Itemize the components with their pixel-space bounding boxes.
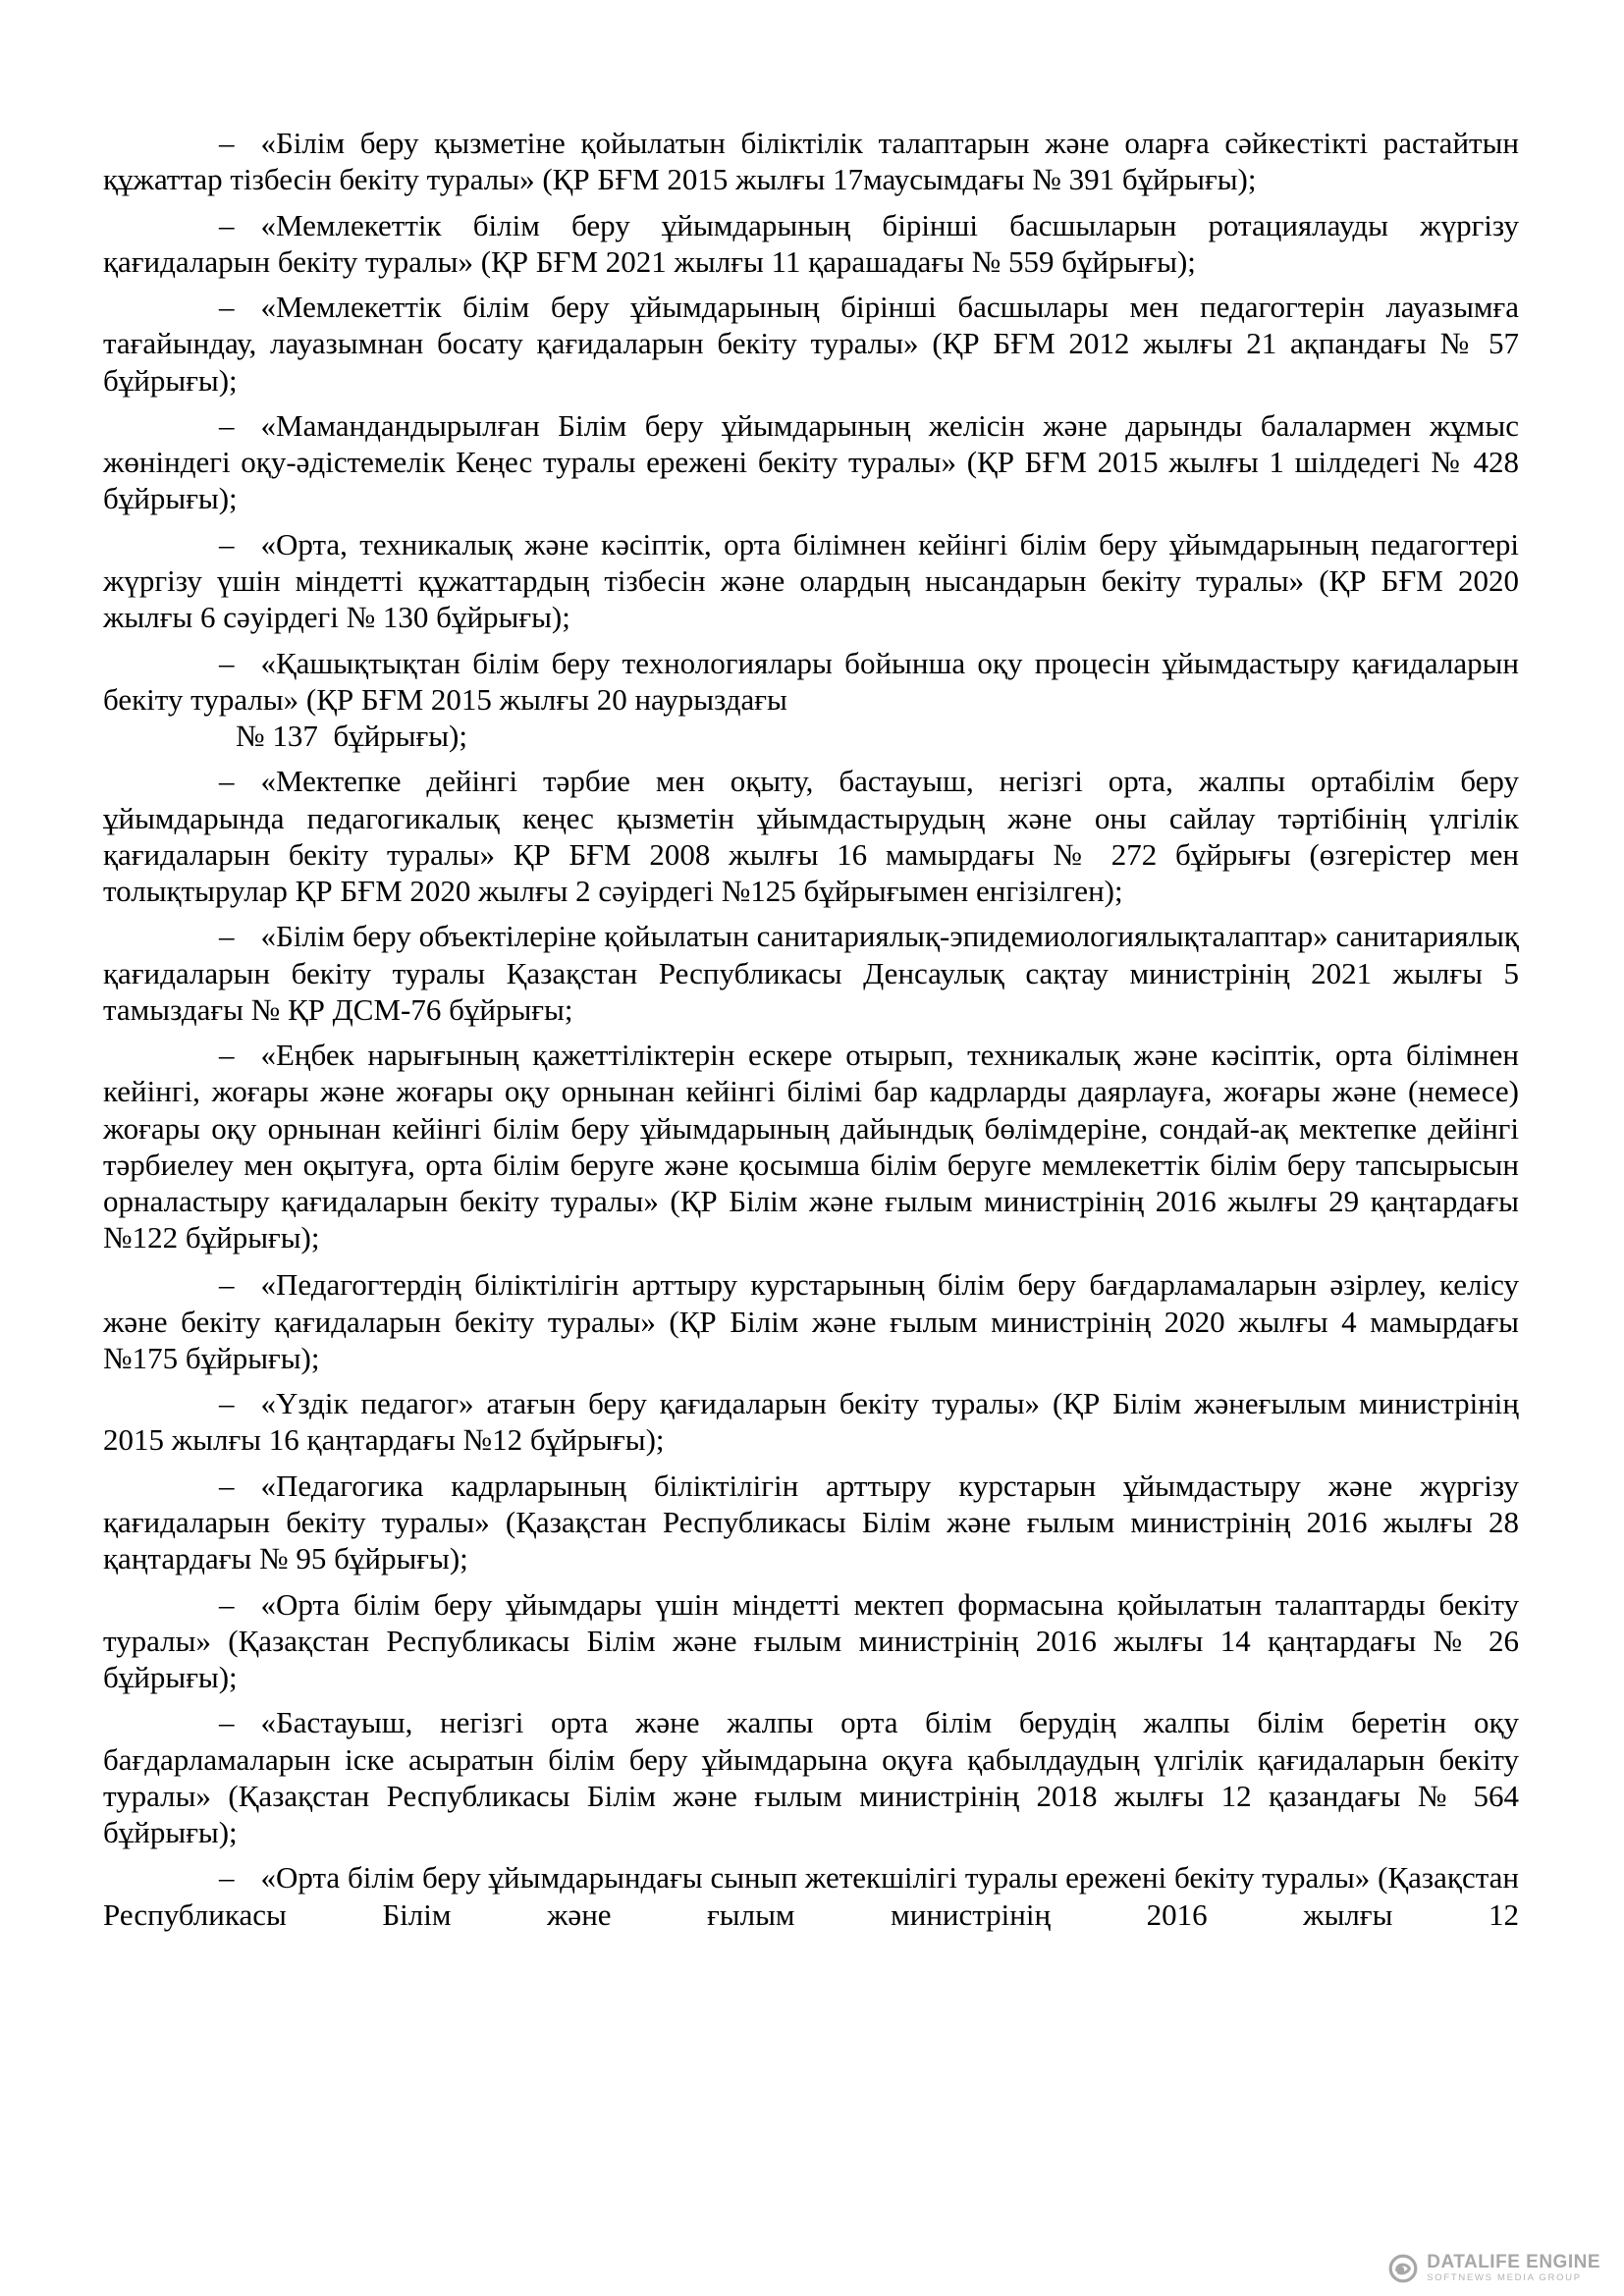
paragraph-text: «Орта білім беру ұйымдары үшін міндетті мектеп формасына қойылатын талаптарды бекіту туралы» (Қазақстан Республикасы Білім және ғылым министрінің 2016 жылғы 14 қаңтардағы № 26 бұйрығы); bbox=[103, 1586, 1519, 1694]
list-item bbox=[103, 1704, 1519, 1850]
list-dash: – bbox=[219, 1860, 235, 1896]
list-item bbox=[103, 1037, 1519, 1255]
list-dash: – bbox=[219, 1586, 235, 1622]
document-text-block bbox=[103, 125, 1519, 1942]
paragraph-text: «Орта, техникалық және кәсіптік, орта білімнен кейінгі білім беру ұйымдарының педагогтері жүргізу үшін міндетті құжаттардың тізбесін және олардың нысандарын бекіту туралы» (ҚР БҒМ 2020 жылғы 6 сәуірдегі № 130 бұйрығы); bbox=[103, 526, 1519, 635]
paragraph-text: «Қашықтықтан білім беру технологиялары бойынша оқу процесін ұйымдастыру қағидаларын бекіту туралы» (ҚР БҒМ 2015 жылғы 20 наурыздағы bbox=[103, 645, 1519, 717]
paragraph-text: «Педагогика кадрларының біліктілігін арттыру курстарын ұйымдастыру және жүргізу қағидаларын бекіту туралы» (Қазақстан Республикасы Білім және ғылым министрінің 2016 жылғы 28 қаңтардағы № 95 бұйрығы); bbox=[103, 1468, 1519, 1576]
list-dash: – bbox=[219, 1468, 235, 1503]
watermark-subtitle: SOFTNEWS MEDIA GROUP bbox=[1427, 2272, 1582, 2283]
paragraph-text: «Мамандандырылған Білім беру ұйымдарының желісін және дарынды балалармен жұмыс жөніндегі оқу-әдістемелік Кеңес туралы ережені бекіту туралы» (ҚР БҒМ 2015 жылғы 1 шілдедегі № 428 бұйрығы); bbox=[103, 407, 1519, 516]
paragraph-text: «Мемлекеттік білім беру ұйымдарының бірінші басшыларын ротациялауды жүргізу қағидаларын бекіту туралы» (ҚР БҒМ 2021 жылғы 11 қарашадағы № 559 бұйрығы); bbox=[103, 207, 1519, 279]
paragraph-text: «Бастауыш, негізгі орта және жалпы орта білім берудің жалпы білім беретін оқу бағдарламаларын іске асыратын білім беру ұйымдарына оқуға қабылдаудың үлгілік қағидаларын бекіту туралы» (Қазақстан Республикасы Білім және ғылым министрінің 2018 жылғы 12 қазандағы № 564 бұйрығы); bbox=[103, 1705, 1519, 1849]
list-item bbox=[103, 125, 1519, 197]
paragraph-text: «Еңбек нарығының қажеттіліктерін ескере отырып, техникалық және кәсіптік, орта білімнен кейінгі, жоғары және жоғары оқу орнынан кейінгі білімі бар кадрларды даярлауға, жоғары және (немесе) жоғары оқу орнынан кейінгі білім беру ұйымдарының дайындық бөлімдеріне, сондай-ақ мектепке дейінгі тәрбиелеу мен оқытуға, орта білім беруге және қосымша білім беруге мемлекеттік білім беру тапсырысын орналастыру қағидаларын бекіту туралы» (ҚР Білім және ғылым министрінің 2016 жылғы 29 қаңтардағы №122 бұйрығы); bbox=[103, 1038, 1519, 1255]
list-dash: – bbox=[219, 407, 235, 443]
paragraph-text: «Білім беру қызметіне қойылатын біліктілік талаптарын және оларға сәйкестікті растайтын құжаттар тізбесін бекіту туралы» (ҚР БҒМ 2015 жылғы 17маусымдағы № 391 бұйрығы); bbox=[103, 126, 1519, 197]
list-dash: – bbox=[219, 126, 235, 160]
list-item bbox=[103, 1468, 1519, 1577]
paragraph-text: «Педагогтердің біліктілігін арттыру курстарының білім беру бағдарламаларын әзірлеу, келісу және бекіту қағидаларын бекіту туралы» (ҚР Білім және ғылым министрінің 2020 жылғы 4 мамырдағы №175 бұйрығы); bbox=[103, 1267, 1519, 1375]
paragraph-text: «Білім беру объектілеріне қойылатын санитариялық-эпидемиологиялықталаптар» санитариялық қағидаларын бекіту туралы Қазақстан Республикасы Денсаулық сақтау министрінің 2021 жылғы 5 тамыздағы № ҚР ДСМ-76 бұйрығы; bbox=[103, 919, 1519, 1027]
paragraph-text: «Орта білім беру ұйымдарындағы сынып жетекшілігі туралы ережені бекіту туралы» (Қазақстан Республикасы Білім және ғылым министрінің 2016 жылғы 12 bbox=[103, 1860, 1519, 1932]
paragraph-text: «Мектепке дейінгі тәрбие мен оқыту, бастауыш, негізгі орта, жалпы ортабілім беру ұйымдарында педагогикалық кеңес қызметін ұйымдастырудың және оны сайлау тәртібінің үлгілік қағидаларын бекіту туралы» ҚР БҒМ 2008 жылғы 16 мамырдағы № 272 бұйрығы (өзгерістер мен толықтырулар ҚР БҒМ 2020 жылғы 2 сәуірдегі №125 бұйрығымен енгізілген); bbox=[103, 764, 1519, 908]
list-dash: – bbox=[219, 290, 235, 325]
list-item bbox=[103, 1385, 1519, 1458]
list-dash: – bbox=[219, 1038, 235, 1073]
list-dash: – bbox=[219, 1267, 235, 1303]
list-dash: – bbox=[219, 764, 235, 799]
list-item bbox=[103, 289, 1519, 399]
list-dash: – bbox=[219, 526, 235, 561]
list-item bbox=[103, 918, 1519, 1028]
datalife-logo-icon bbox=[1388, 2254, 1418, 2283]
list-item bbox=[103, 1266, 1519, 1376]
watermark-title: DATALIFE ENGINE bbox=[1427, 2252, 1600, 2272]
list-dash: – bbox=[219, 207, 235, 242]
list-dash: – bbox=[219, 1386, 235, 1421]
datalife-engine-watermark bbox=[1388, 2253, 1600, 2283]
list-dash: – bbox=[219, 645, 235, 680]
list-item bbox=[103, 407, 1519, 517]
list-item bbox=[103, 645, 1519, 755]
list-item bbox=[103, 763, 1519, 909]
watermark-text bbox=[1427, 2253, 1600, 2283]
list-item bbox=[103, 1859, 1519, 1932]
list-item bbox=[103, 1586, 1519, 1696]
paragraph-text: «Мемлекеттік білім беру ұйымдарының бірінші басшылары мен педагогтерін лауазымға тағайындау, лауазымнан босату қағидаларын бекіту туралы» (ҚР БҒМ 2012 жылғы 21 ақпандағы № 57 бұйрығы); bbox=[103, 290, 1519, 398]
paragraph-text: «Үздік педагог» атағын беру қағидаларын бекіту туралы» (ҚР Білім жәнеғылым министрінің 2015 жылғы 16 қаңтардағы №12 бұйрығы); bbox=[103, 1386, 1519, 1458]
list-item bbox=[103, 526, 1519, 636]
list-item bbox=[103, 207, 1519, 280]
list-dash: – bbox=[219, 919, 235, 954]
list-dash: – bbox=[219, 1705, 235, 1740]
paragraph-continuation-line: № 137 бұйрығы); bbox=[236, 718, 467, 753]
